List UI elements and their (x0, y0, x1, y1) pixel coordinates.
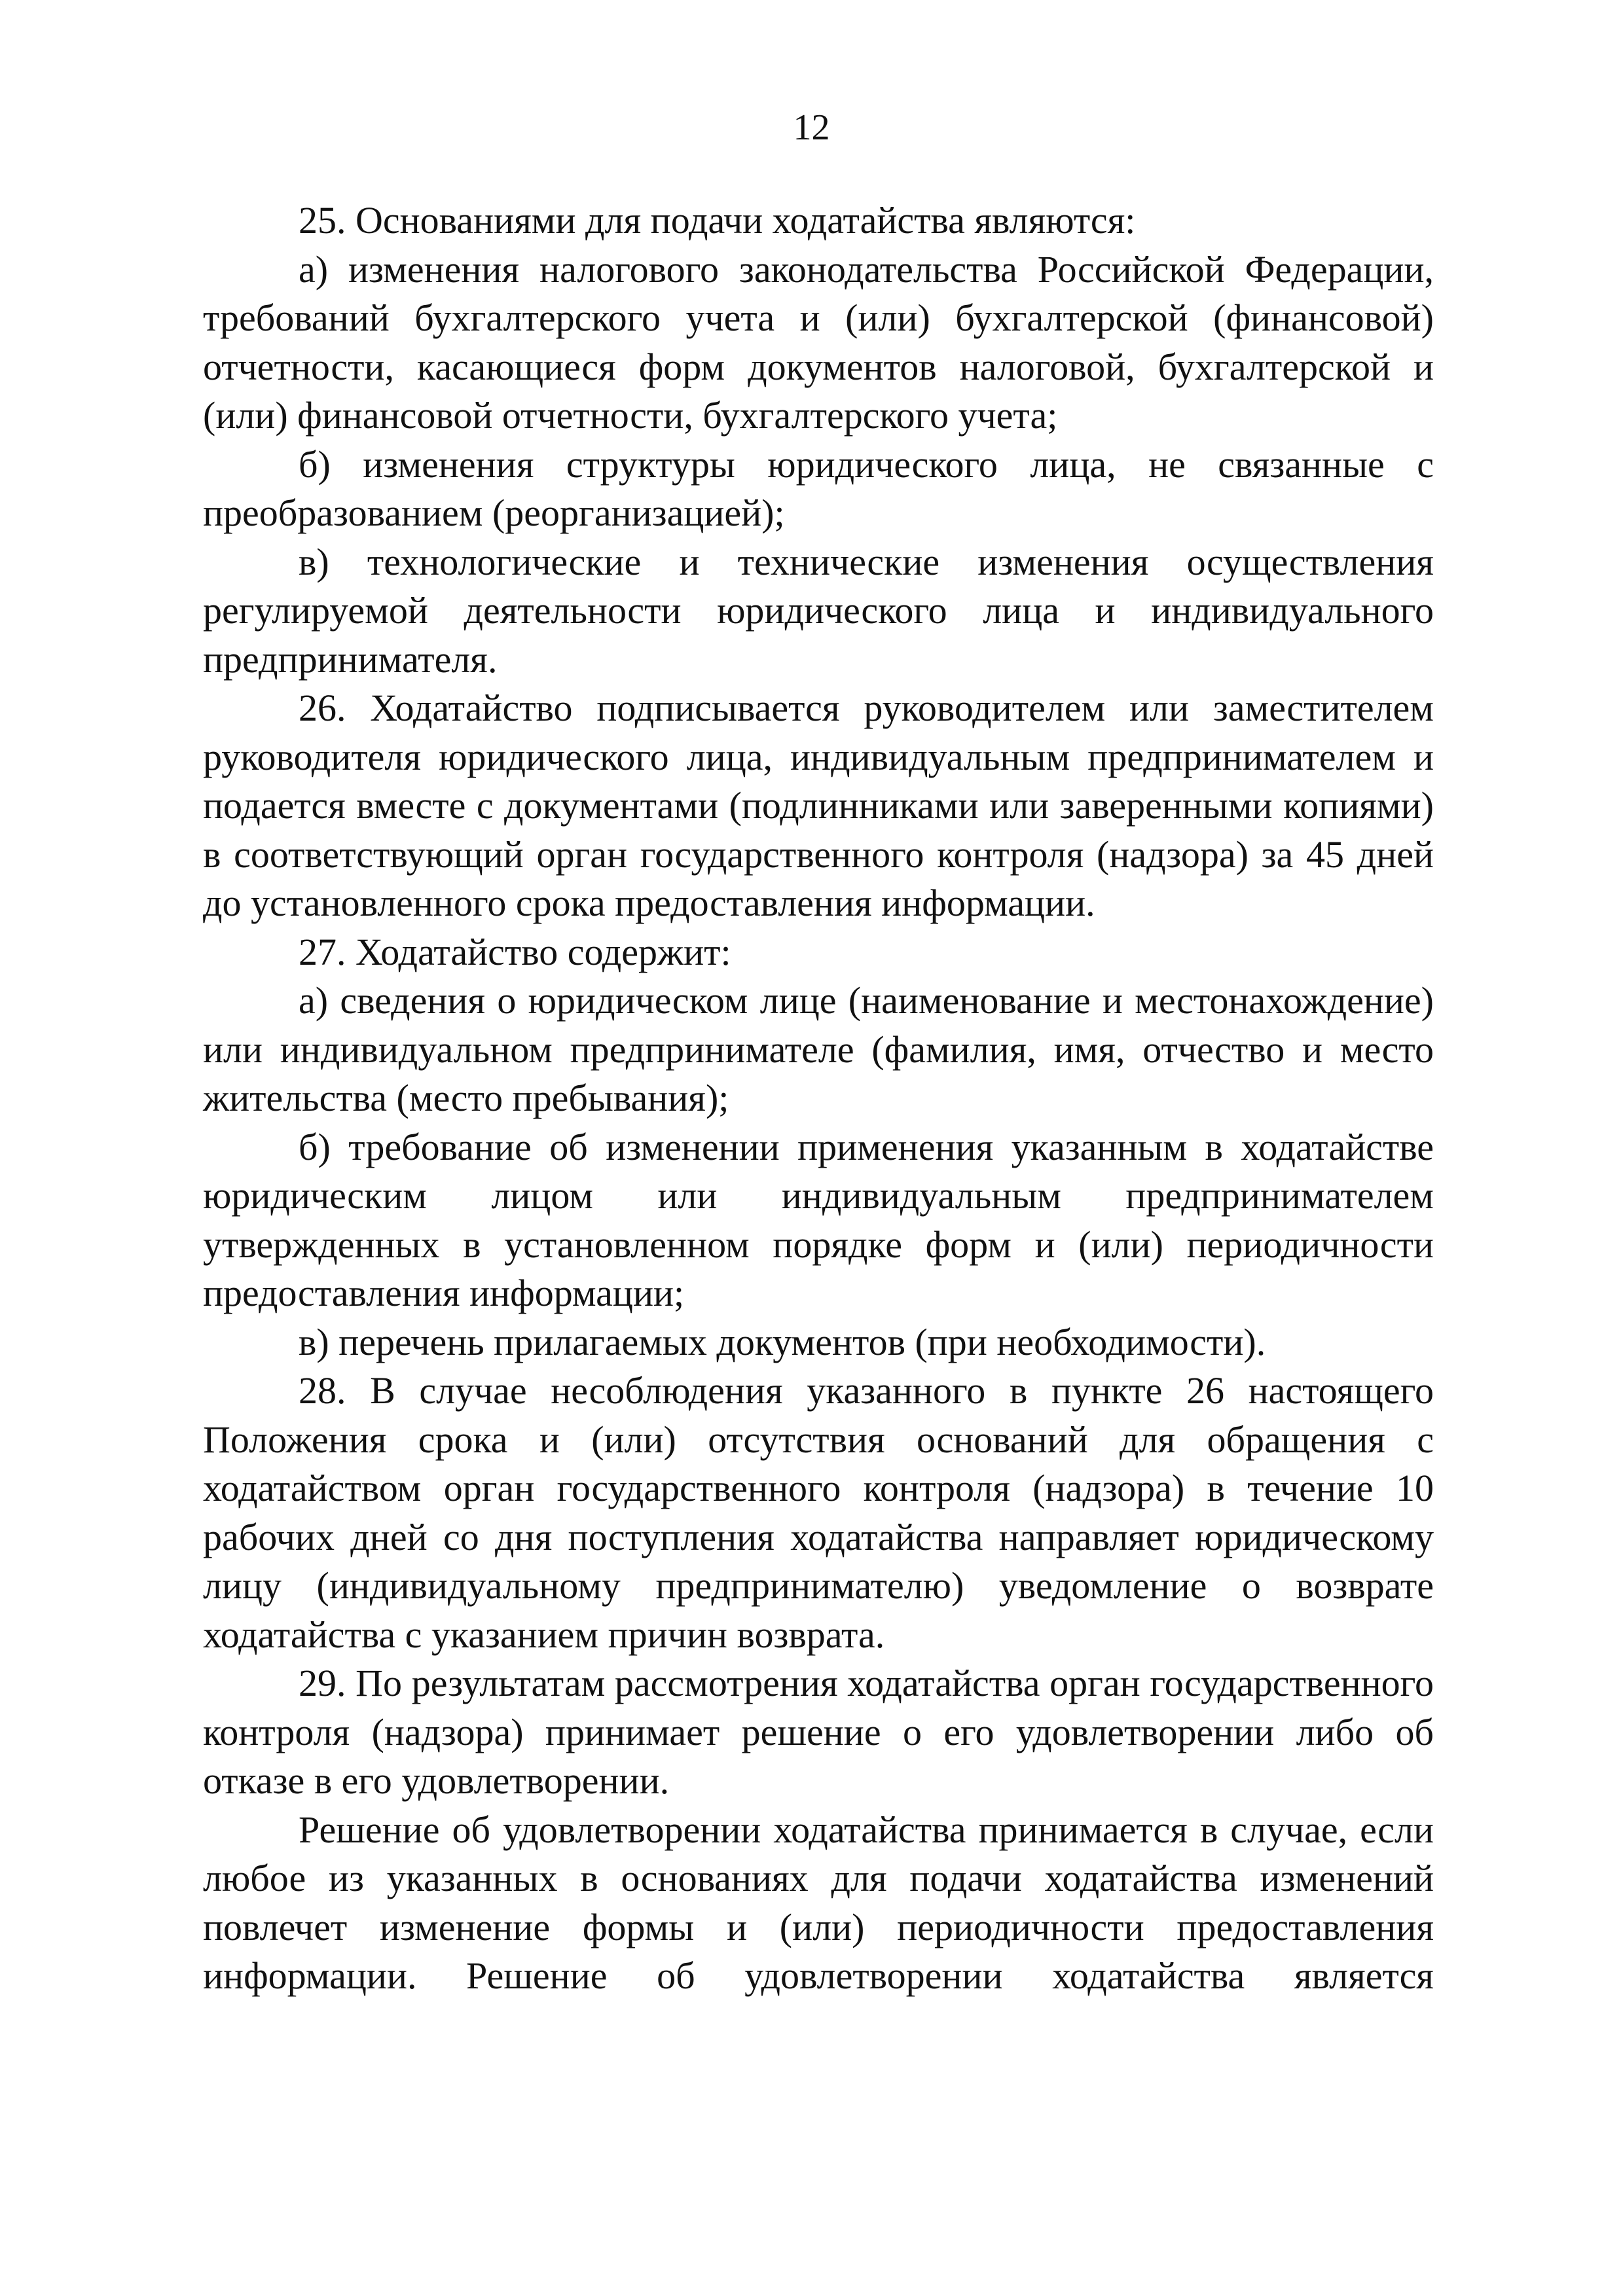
paragraph-25-a: а) изменения налогового законодательства Российской Федерации, требований бухгалтерского учета и (или) бухгалтерской (финансовой) отчетности, касающиеся форм документов налоговой, бухгалтерской и (или) финансовой отчетности, бухгалтерского учета; (203, 247, 1434, 437)
paragraph-25-b: б) изменения структуры юридического лица, не связанные с преобразованием (реорганизацией); (203, 442, 1434, 534)
paragraph-26: 26. Ходатайство подписывается руководителем или заместителем руководителя юридического лица, индивидуальным предпринимателем и подается вместе с документами (подлинниками или заверенными копиями) в соответствующий орган государственного контроля (надзора) за 45 дней до установленного срока предоставления информации. (203, 687, 1434, 924)
paragraph-27: 27. Ходатайство содержит: (299, 930, 731, 973)
paragraph-25-v: в) технологические и технические изменения осуществления регулируемой деятельности юридического лица и индивидуального предпринимателя. (203, 540, 1434, 681)
document-body (203, 196, 1434, 2001)
paragraph-29-decision: Решение об удовлетворении ходатайства принимается в случае, если любое из указанных в основаниях для подачи ходатайства изменений повлечет изменение формы и (или) периодичности предоставления информации. Решение об удовлетворении ходатайства является (203, 1808, 1434, 1997)
paragraph-27-a: а) сведения о юридическом лице (наименование и местонахождение) или индивидуальном предпринимателе (фамилия, имя, отчество и место жительства (место пребывания); (203, 979, 1434, 1119)
paragraph-28: 28. В случае несоблюдения указанного в пункте 26 настоящего Положения срока и (или) отсутствия оснований для обращения с ходатайством орган государственного контроля (надзора) в течение 10 рабочих дней со дня поступления ходатайства направляет юридическому лицу (индивидуальному предпринимателю) уведомление о возврате ходатайства с указанием причин возврата. (203, 1369, 1434, 1656)
page-number: 12 (793, 107, 830, 148)
paragraph-29: 29. По результатам рассмотрения ходатайства орган государственного контроля (надзора) принимает решение о его удовлетворении либо об отказе в его удовлетворении. (203, 1662, 1434, 1802)
paragraph-27-b: б) требование об изменении применения указанным в ходатайстве юридическим лицом или индивидуальным предпринимателем утвержденных в установленном порядке форм и (или) периодичности предоставления информации; (203, 1125, 1434, 1314)
paragraph-27-v: в) перечень прилагаемых документов (при необходимости). (299, 1320, 1266, 1363)
paragraph-25: 25. Основаниями для подачи ходатайства являются: (299, 199, 1136, 242)
